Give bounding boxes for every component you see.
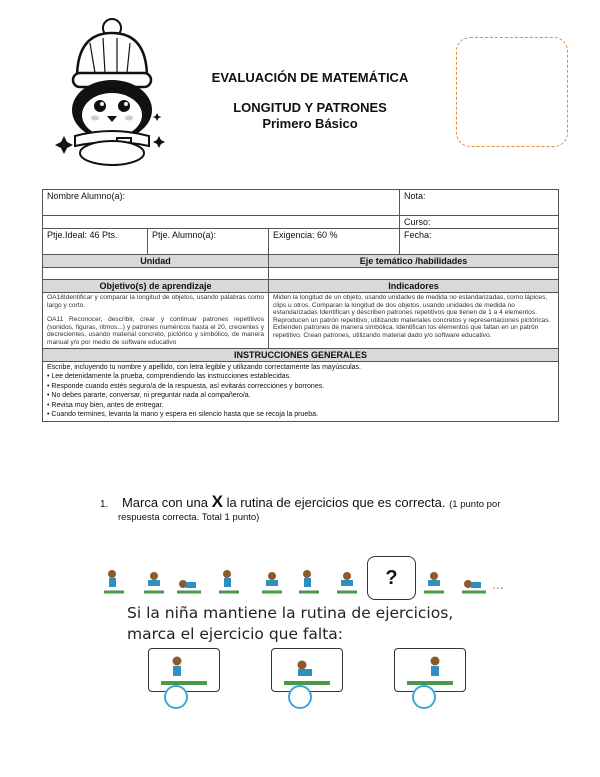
instruction-item: Escribe, incluyendo tu nombre y apellido, con letra legible y utilizando correctamente las mayúsculas. — [47, 363, 361, 371]
instruction-item: • Revisa muy bien, antes de entregar. — [47, 401, 164, 409]
caption-line-2: marca el ejercicio que falta: — [127, 625, 344, 643]
exam-title: EVALUACIÓN DE MATEMÁTICA — [211, 70, 409, 85]
answer-circle-a[interactable] — [164, 685, 188, 709]
question-mark-x: X — [211, 492, 223, 511]
exam-grade: Primero Básico — [262, 116, 358, 131]
exercise-figure — [258, 566, 286, 596]
ideal-score: Ptje.Ideal: 46 Pts. — [43, 229, 148, 255]
unit-header: Unidad — [43, 255, 269, 268]
instruction-item: • Cuando termines, levanta la mano y espera en silencio hasta que se recoja la prueba. — [47, 411, 318, 419]
instruction-item: • Lee detenidamente la prueba, comprendiendo las instrucciones establecidas. — [47, 373, 292, 381]
student-info-table — [42, 189, 559, 422]
exercise-caption — [127, 603, 453, 645]
instruction-item: • Responde cuando estés seguro/a de la respuesta, así evitarás correcciones y borrones. — [47, 382, 325, 390]
question-points-a: (1 punto por — [449, 499, 501, 510]
answer-option-c — [394, 648, 466, 692]
exercise-figure — [100, 566, 128, 596]
student-name-field[interactable]: Nombre Alumno(a): — [43, 190, 400, 216]
unit-value — [43, 268, 269, 280]
answer-circle-b[interactable] — [288, 685, 312, 709]
penguin-mascot-illustration — [55, 18, 170, 168]
option-a-figure — [149, 649, 219, 691]
question-text-a: Marca con una — [121, 495, 208, 510]
objective-header: Objetivo(s) de aprendizaje — [43, 280, 269, 293]
grade-field[interactable]: Nota: — [400, 190, 559, 216]
answer-option-a — [148, 648, 220, 692]
question-text-b: la rutina de ejercicios que es correcta. — [226, 495, 446, 510]
instructions-list — [43, 361, 559, 421]
question-1 — [100, 492, 540, 523]
axis-header: Eje temático /habilidades — [269, 255, 559, 268]
indicators-text: Miden la longitud de un objeto, usando unidades de medida no estandarizadas, como lápices, clips u otros. Comparan la longitud de dos objetos, usando unidades de medida no estandarizadas Identifican y describen patrones repetitivos que tienen de 1 a 4 elementos. Reproducen un patrón repetitivo, utilizando materiales concretos y representaciones pictóricas. Extienden patrones de manera simbólica. Identifican los elementos que faltan en un patrón repetitivo. Crean patrones, utilizando material dado y/o software educativo. — [269, 293, 559, 349]
caption-line-1: Si la niña mantiene la rutina de ejercicios, — [127, 604, 454, 622]
question-points-b: respuesta correcta. Total 1 punto) — [118, 512, 260, 523]
instructions-header: INSTRUCCIONES GENERALES — [43, 348, 559, 361]
exercise-figure — [460, 566, 488, 596]
instruction-item: • No debes pararte, conversar, ni preguntar nada al compañero/a. — [47, 392, 251, 400]
exam-subtitle: LONGITUD Y PATRONES — [233, 100, 387, 115]
axis-value — [269, 268, 559, 280]
exercise-figure — [295, 566, 323, 596]
exercise-figure — [420, 566, 448, 596]
photo-placeholder-box — [456, 37, 568, 147]
blank-row — [43, 216, 400, 229]
option-b-figure — [272, 649, 342, 691]
course-field[interactable]: Curso: — [400, 216, 559, 229]
option-c-figure — [395, 649, 465, 691]
missing-exercise-box: ? — [367, 556, 416, 600]
exercise-figure — [140, 566, 168, 596]
question-number: 1. — [100, 499, 109, 510]
date-field[interactable]: Fecha: — [400, 229, 559, 255]
student-score-field[interactable]: Ptje. Alumno(a): — [148, 229, 269, 255]
requirement: Exigencia: 60 % — [269, 229, 400, 255]
exercise-figure — [215, 566, 243, 596]
answer-option-b — [271, 648, 343, 692]
indicators-header: Indicadores — [269, 280, 559, 293]
exercise-figure — [175, 566, 203, 596]
objective-2-text: OA11 Reconocer, describir, crear y continuar patrones repetitivos (sonidos, figuras, ritmos...) y patrones numéricos hasta el 20, crecientes y decrecientes, usando material concreto, pictórico y simbólico, de manera manual y/o por medio de software educativo — [47, 316, 264, 346]
answer-circle-c[interactable] — [412, 685, 436, 709]
exercise-figure — [333, 566, 361, 596]
objective-1-text: OA18Identificar y comparar la longitud de objetos, usando palabras como largo y corto. — [47, 294, 264, 309]
sequence-ellipsis: ... — [492, 576, 504, 592]
